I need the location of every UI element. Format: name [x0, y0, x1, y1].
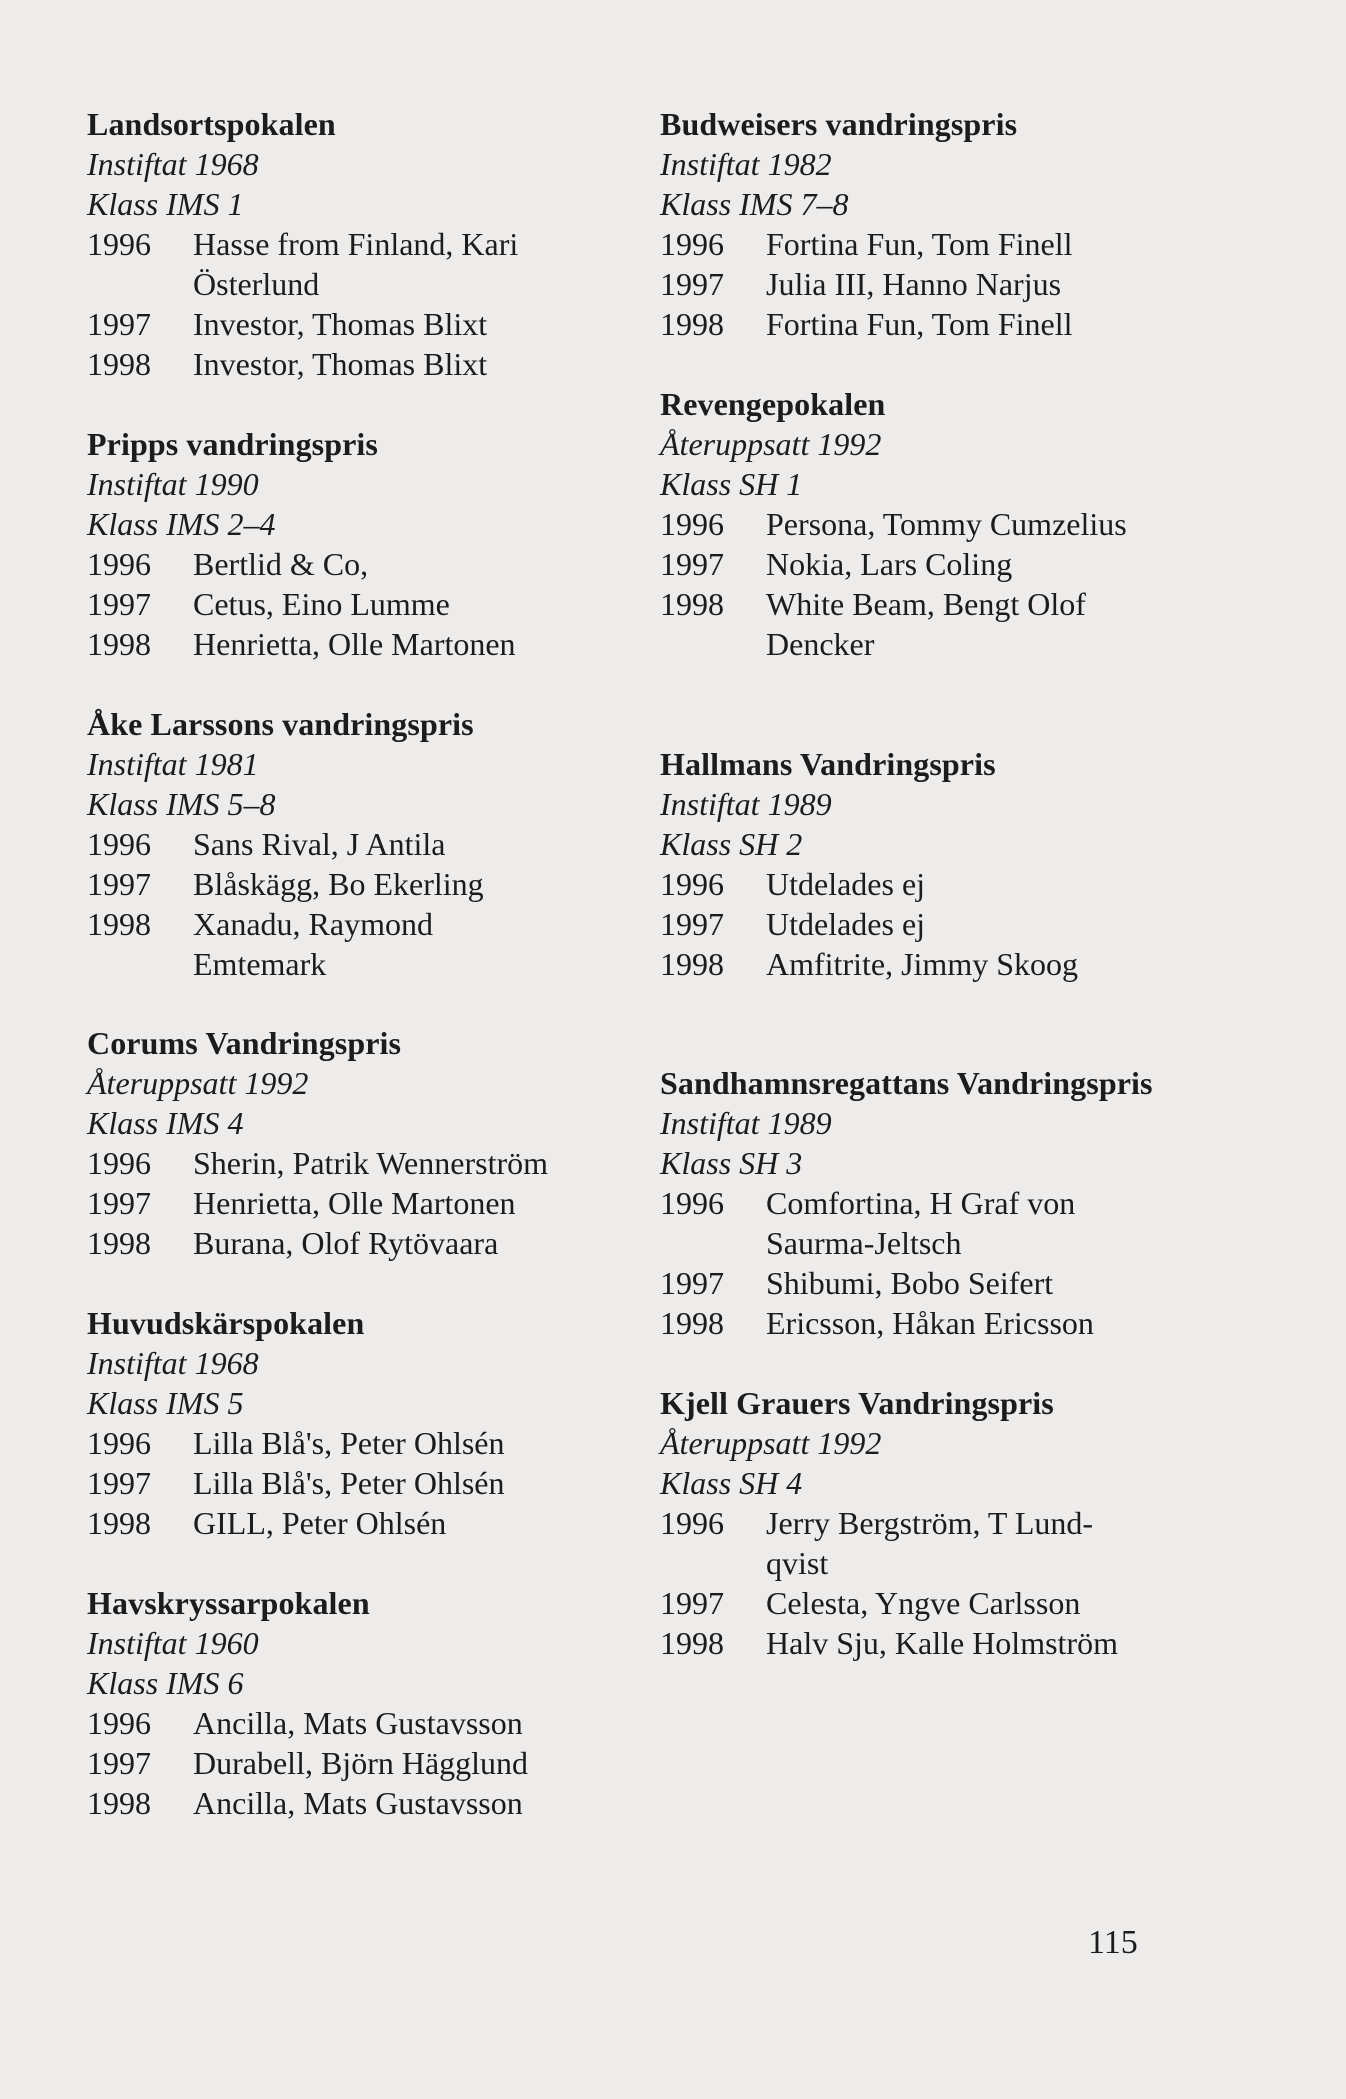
winner-year: 1997 [87, 1465, 151, 1501]
winner-year: 1998 [660, 946, 724, 982]
winner-name: White Beam, Bengt Olof Dencker [766, 586, 1086, 662]
winner-year: 1998 [87, 1225, 151, 1261]
winner-row [660, 1183, 1160, 1263]
winner-name: Halv Sju, Kalle Holmström [766, 1625, 1118, 1661]
award-established: Instiftat 1982 [660, 146, 832, 182]
winner-row [660, 304, 1160, 344]
winner-name: Celesta, Yngve Carlsson [766, 1585, 1081, 1621]
winner-row [660, 1263, 1160, 1303]
winner-name: Amfitrite, Jimmy Skoog [766, 946, 1078, 982]
winner-name: GILL, Peter Ohlsén [193, 1505, 447, 1541]
award-established: Instiftat 1989 [660, 1105, 832, 1141]
winner-year: 1998 [87, 626, 151, 662]
award-title: Havskryssarpokalen [87, 1585, 370, 1621]
winner-row [87, 1743, 587, 1783]
winner-name: Xanadu, Raymond Emtemark [193, 906, 433, 982]
right-award-section [660, 384, 1160, 664]
winner-year: 1998 [660, 1305, 724, 1341]
winner-name: Hasse from Finland, Kari Österlund [193, 226, 519, 302]
award-class: Klass IMS 1 [87, 186, 244, 222]
winner-row [87, 1783, 587, 1823]
winner-year: 1996 [87, 826, 151, 862]
winner-name: Ericsson, Håkan Ericsson [766, 1305, 1094, 1341]
winner-row [660, 584, 1160, 664]
winner-name: Sans Rival, J Antila [193, 826, 446, 862]
winner-row [87, 344, 587, 384]
winner-row [660, 1583, 1160, 1623]
winner-year: 1996 [87, 226, 151, 262]
winner-row [660, 944, 1160, 984]
award-established: Instiftat 1981 [87, 746, 259, 782]
winner-name: Blåskägg, Bo Ekerling [193, 866, 484, 902]
right-award-section [660, 1063, 1160, 1343]
winner-year: 1997 [660, 546, 724, 582]
winner-row [87, 1183, 587, 1223]
winner-name: Bertlid & Co, [193, 546, 369, 582]
winner-year: 1997 [87, 866, 151, 902]
winner-name: Comfortina, H Graf von Saurma-Jeltsch [766, 1185, 1076, 1261]
right-award-section [660, 104, 1160, 344]
winner-row [660, 224, 1160, 264]
winner-name: Henrietta, Olle Martonen [193, 626, 516, 662]
winner-name: Fortina Fun, Tom Finell [766, 226, 1073, 262]
award-class: Klass IMS 5–8 [87, 786, 276, 822]
winner-year: 1998 [660, 586, 724, 622]
award-title: Revengepokalen [660, 386, 886, 422]
winner-name: Nokia, Lars Coling [766, 546, 1013, 582]
winner-row [87, 224, 587, 304]
award-established: Instiftat 1989 [660, 786, 832, 822]
winner-row [87, 1463, 587, 1503]
winner-year: 1997 [87, 306, 151, 342]
winner-row [660, 504, 1160, 544]
award-established: Instiftat 1968 [87, 146, 259, 182]
winner-row [87, 1423, 587, 1463]
award-established: Återuppsatt 1992 [660, 426, 882, 462]
award-title: Åke Larssons vandringspris [87, 706, 474, 742]
winner-name: Utdelades ej [766, 906, 926, 942]
winner-year: 1997 [660, 1265, 724, 1301]
award-title: Sandhamnsregattans Vandringspris [660, 1065, 1153, 1101]
winner-name: Jerry Bergström, T Lund-qvist [766, 1505, 1094, 1581]
winner-name: Lilla Blå's, Peter Ohlsén [193, 1425, 505, 1461]
left-award-section [87, 704, 587, 984]
winner-row [87, 824, 587, 864]
winner-year: 1996 [660, 1185, 724, 1221]
winner-row [660, 264, 1160, 304]
award-established: Återuppsatt 1992 [660, 1425, 882, 1461]
winner-year: 1997 [660, 1585, 724, 1621]
left-award-section [87, 1303, 587, 1543]
left-column [87, 104, 587, 1823]
right-column [660, 104, 1160, 1663]
award-title: Landsortspokalen [87, 106, 336, 142]
winner-year: 1996 [87, 546, 151, 582]
winner-name: Investor, Thomas Blixt [193, 346, 488, 382]
winner-name: Utdelades ej [766, 866, 926, 902]
award-title: Kjell Grauers Vandringspris [660, 1385, 1054, 1421]
award-title: Hallmans Vandringspris [660, 746, 996, 782]
winner-year: 1997 [87, 586, 151, 622]
left-award-section [87, 424, 587, 664]
winner-name: Cetus, Eino Lumme [193, 586, 450, 622]
award-class: Klass IMS 2–4 [87, 506, 276, 542]
winner-row [87, 1223, 587, 1263]
winner-row [660, 1303, 1160, 1343]
winner-row [87, 1703, 587, 1743]
winner-year: 1996 [87, 1145, 151, 1181]
award-title: Pripps vandringspris [87, 426, 378, 462]
award-class: Klass IMS 5 [87, 1385, 244, 1421]
award-established: Återuppsatt 1992 [87, 1065, 309, 1101]
award-title: Huvudskärspokalen [87, 1305, 365, 1341]
award-class: Klass SH 3 [660, 1145, 803, 1181]
right-award-section [660, 744, 1160, 984]
award-class: Klass IMS 4 [87, 1105, 244, 1141]
award-class: Klass SH 2 [660, 826, 803, 862]
winner-name: Persona, Tommy Cumzelius [766, 506, 1127, 542]
winner-row [660, 1503, 1160, 1583]
winner-year: 1996 [660, 1505, 724, 1541]
winner-year: 1997 [87, 1185, 151, 1221]
winner-row [87, 1143, 587, 1183]
winner-year: 1998 [660, 306, 724, 342]
winner-year: 1996 [660, 226, 724, 262]
winner-year: 1998 [87, 1785, 151, 1821]
winner-row [660, 544, 1160, 584]
left-award-section [87, 104, 587, 384]
winner-row [87, 544, 587, 584]
winner-row [87, 624, 587, 664]
winner-name: Ancilla, Mats Gustavsson [193, 1785, 523, 1821]
winner-year: 1998 [87, 906, 151, 942]
award-class: Klass SH 4 [660, 1465, 803, 1501]
winner-name: Durabell, Björn Hägglund [193, 1745, 529, 1781]
winner-name: Shibumi, Bobo Seifert [766, 1265, 1054, 1301]
winner-row [660, 904, 1160, 944]
award-title: Corums Vandringspris [87, 1025, 402, 1061]
winner-year: 1996 [660, 506, 724, 542]
winner-name: Julia III, Hanno Narjus [766, 266, 1062, 302]
award-title: Budweisers vandringspris [660, 106, 1018, 142]
winner-year: 1997 [87, 1745, 151, 1781]
page-number: 115 [1088, 1924, 1138, 1961]
winner-name: Sherin, Patrik Wennerström [193, 1145, 548, 1181]
award-established: Instiftat 1960 [87, 1625, 259, 1661]
winner-year: 1996 [87, 1705, 151, 1741]
award-class: Klass IMS 7–8 [660, 186, 849, 222]
winner-name: Henrietta, Olle Martonen [193, 1185, 516, 1221]
winner-row [87, 304, 587, 344]
winner-year: 1998 [87, 346, 151, 382]
winner-row [87, 1503, 587, 1543]
winner-row [87, 584, 587, 624]
winner-name: Lilla Blå's, Peter Ohlsén [193, 1465, 505, 1501]
winner-year: 1997 [660, 906, 724, 942]
award-class: Klass SH 1 [660, 466, 803, 502]
winner-row [660, 1623, 1160, 1663]
winner-name: Fortina Fun, Tom Finell [766, 306, 1073, 342]
award-established: Instiftat 1990 [87, 466, 259, 502]
winner-year: 1998 [660, 1625, 724, 1661]
left-award-section [87, 1023, 587, 1263]
award-established: Instiftat 1968 [87, 1345, 259, 1381]
winner-name: Investor, Thomas Blixt [193, 306, 488, 342]
right-award-section [660, 1383, 1160, 1663]
winner-row [87, 864, 587, 904]
winner-year: 1996 [660, 866, 724, 902]
winner-row [660, 864, 1160, 904]
winner-year: 1996 [87, 1425, 151, 1461]
winner-year: 1998 [87, 1505, 151, 1541]
award-class: Klass IMS 6 [87, 1665, 244, 1701]
winner-row [87, 904, 587, 984]
winner-year: 1997 [660, 266, 724, 302]
winner-name: Ancilla, Mats Gustavsson [193, 1705, 523, 1741]
left-award-section [87, 1583, 587, 1823]
winner-name: Burana, Olof Rytövaara [193, 1225, 499, 1261]
